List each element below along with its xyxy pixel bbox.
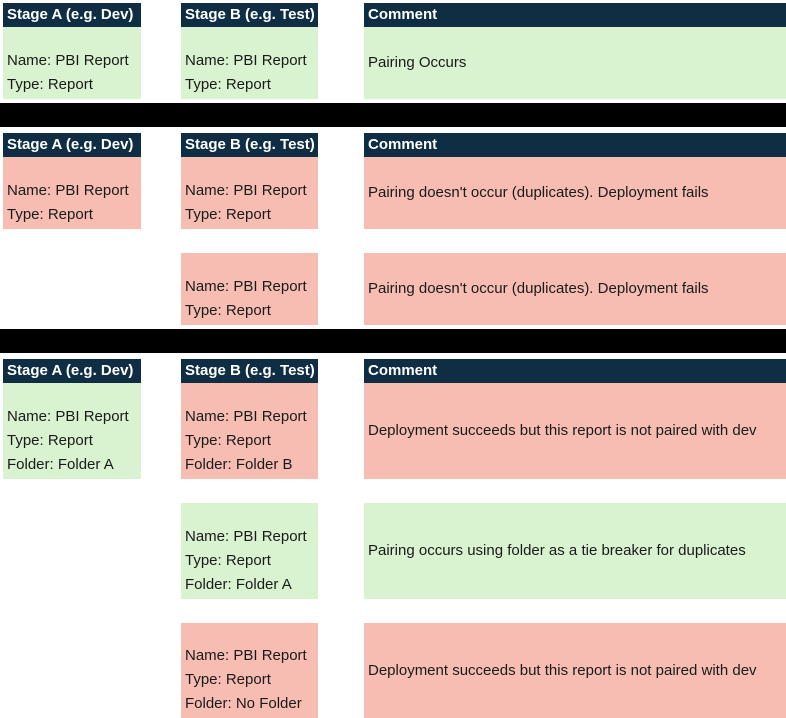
- scenario2-comment-cell-2: [364, 253, 786, 325]
- item-folder: Folder: Folder A: [185, 576, 292, 593]
- comment-text: Pairing Occurs: [368, 54, 467, 71]
- item-name: Name: PBI Report: [7, 408, 129, 425]
- scenario2-stage-b-cell-1: [181, 157, 318, 229]
- scenario3-stage-b-cell-3: [181, 623, 318, 718]
- scenario3-stage-a-cell: [3, 383, 141, 479]
- item-type: Type: Report: [185, 552, 271, 569]
- scenario1-stage-b-cell: [181, 27, 318, 99]
- scenario2-stage-b-cell-2: [181, 253, 318, 325]
- item-type: Type: Report: [7, 432, 93, 449]
- scenario3-stage-b-cell-1: [181, 383, 318, 479]
- item-folder: Folder: No Folder: [185, 695, 302, 712]
- item-type: Type: Report: [7, 76, 93, 93]
- item-folder: Folder: Folder A: [7, 456, 114, 473]
- item-name: Name: PBI Report: [185, 528, 307, 545]
- scenario3-stage-b-cell-2: [181, 503, 318, 599]
- item-type: Type: Report: [185, 432, 271, 449]
- scenario3-header-stage-a: Stage A (e.g. Dev): [3, 359, 141, 383]
- scenario1-comment-cell: [364, 27, 786, 99]
- item-type: Type: Report: [185, 671, 271, 688]
- scenario1-header-stage-b: Stage B (e.g. Test): [181, 3, 318, 27]
- section-separator: [0, 103, 786, 127]
- scenario2-header-comment: Comment: [364, 133, 786, 157]
- scenario3-header-stage-b: Stage B (e.g. Test): [181, 359, 318, 383]
- item-name: Name: PBI Report: [185, 52, 307, 69]
- item-folder: Folder: Folder B: [185, 456, 293, 473]
- comment-text: Deployment succeeds but this report is not paired with dev: [368, 661, 757, 679]
- scenario2-comment-cell-1: [364, 157, 786, 229]
- item-type: Type: Report: [185, 302, 271, 319]
- scenario3-header-comment: Comment: [364, 359, 786, 383]
- scenario1-header-comment: Comment: [364, 3, 786, 27]
- scenario2-stage-a-cell: [3, 157, 141, 229]
- item-type: Type: Report: [185, 76, 271, 93]
- scenario1-stage-a-cell: [3, 27, 141, 99]
- item-type: Type: Report: [7, 206, 93, 223]
- comment-text: Pairing doesn't occur (duplicates). Deployment fails: [368, 280, 709, 297]
- comment-text: Pairing occurs using folder as a tie breaker for duplicates: [368, 542, 746, 559]
- scenario1-header-stage-a: Stage A (e.g. Dev): [3, 3, 141, 27]
- section-separator: [0, 329, 786, 353]
- scenario3-comment-cell-1: [364, 383, 786, 479]
- item-name: Name: PBI Report: [185, 647, 307, 664]
- item-name: Name: PBI Report: [185, 408, 307, 425]
- scenario3-comment-cell-2: [364, 503, 786, 599]
- item-name: Name: PBI Report: [185, 182, 307, 199]
- item-name: Name: PBI Report: [7, 182, 129, 199]
- scenario2-header-stage-a: Stage A (e.g. Dev): [3, 133, 141, 157]
- item-name: Name: PBI Report: [185, 278, 307, 295]
- comment-text: Deployment succeeds but this report is not paired with dev: [368, 422, 757, 439]
- item-name: Name: PBI Report: [7, 52, 129, 69]
- scenario2-header-stage-b: Stage B (e.g. Test): [181, 133, 318, 157]
- scenario3-comment-cell-3: [364, 623, 786, 718]
- comment-text: Pairing doesn't occur (duplicates). Deployment fails: [368, 184, 709, 201]
- item-type: Type: Report: [185, 206, 271, 223]
